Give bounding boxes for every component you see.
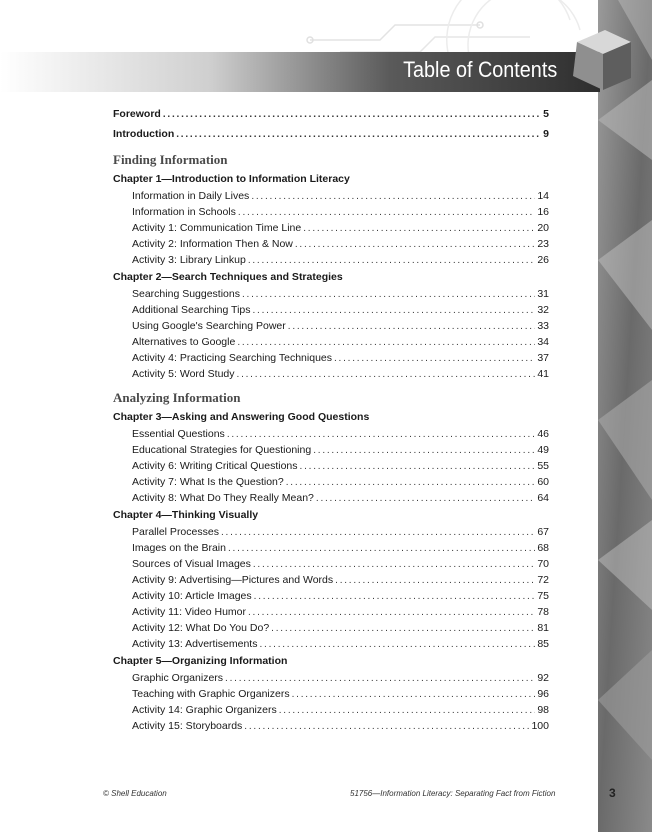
footer-publisher: © Shell Education (103, 789, 167, 798)
dot-leader (228, 541, 535, 557)
dot-leader (303, 221, 535, 237)
toc-entry[interactable]: Activity 5: Word Study . . . 41 (113, 366, 549, 382)
dot-leader (286, 475, 536, 491)
toc-entry[interactable]: Using Google's Searching Power . . . 33 (113, 318, 549, 334)
dot-leader (163, 105, 541, 125)
dot-leader (271, 621, 535, 637)
dot-leader (313, 443, 535, 459)
toc-entry-foreword[interactable]: Foreword . . . 5 (113, 104, 549, 124)
toc-entry[interactable]: Activity 15: Storyboards . . . 100 (113, 718, 549, 734)
toc-entry[interactable]: Educational Strategies for Questioning . . . 49 (113, 442, 549, 458)
toc-entry[interactable]: Searching Suggestions . . . 31 (113, 286, 549, 302)
toc-entry[interactable]: Activity 1: Communication Time Line . . . 20 (113, 220, 549, 236)
toc-entry[interactable]: Information in Schools . . . 16 (113, 204, 549, 220)
dot-leader (248, 605, 535, 621)
table-of-contents (113, 104, 549, 734)
dot-leader (292, 687, 536, 703)
dot-leader (288, 319, 536, 335)
toc-entry[interactable]: Activity 12: What Do You Do? . . . 81 (113, 620, 549, 636)
toc-entry[interactable]: Parallel Processes . . . 67 (113, 524, 549, 540)
chapter-heading: Chapter 4—Thinking Visually (113, 509, 259, 521)
toc-entry[interactable]: Activity 6: Writing Critical Questions . . . 55 (113, 458, 549, 474)
toc-entry[interactable]: Essential Questions . . . 46 (113, 426, 549, 442)
dot-leader (253, 557, 535, 573)
dot-leader (176, 125, 541, 145)
dot-leader (335, 573, 535, 589)
toc-entry[interactable]: Activity 4: Practicing Searching Techniques . . . 37 (113, 350, 549, 366)
dot-leader (227, 427, 536, 443)
cube-icon (565, 28, 635, 94)
dot-leader (334, 351, 535, 367)
dot-leader (237, 367, 536, 383)
dot-leader (225, 671, 535, 687)
chapter-heading: Chapter 5—Organizing Information (113, 655, 288, 667)
toc-entry[interactable]: Teaching with Graphic Organizers . . . 96 (113, 686, 549, 702)
page-title: Table of Contents (402, 57, 557, 82)
dot-leader (254, 589, 536, 605)
chapter-heading: Chapter 1—Introduction to Information Literacy (113, 173, 350, 185)
toc-entry[interactable]: Activity 10: Article Images . . . 75 (113, 588, 549, 604)
toc-entry[interactable]: Activity 13: Advertisements . . . 85 (113, 636, 549, 652)
dot-leader (300, 459, 536, 475)
toc-entry[interactable]: Activity 3: Library Linkup . . . 26 (113, 252, 549, 268)
toc-entry[interactable]: Activity 11: Video Humor . . . 78 (113, 604, 549, 620)
dot-leader (248, 253, 536, 269)
toc-entry[interactable]: Activity 9: Advertising—Pictures and Words . . . 72 (113, 572, 549, 588)
toc-entry[interactable]: Additional Searching Tips . . . 32 (113, 302, 549, 318)
dot-leader (221, 525, 535, 541)
section-heading: Analyzing Information (113, 390, 241, 405)
dot-leader (251, 189, 535, 205)
dot-leader (316, 491, 535, 507)
section-heading: Finding Information (113, 152, 228, 167)
dot-leader (244, 719, 529, 735)
circuit-decoration (300, 0, 600, 60)
toc-entry[interactable]: Activity 7: What Is the Question? . . . 60 (113, 474, 549, 490)
toc-entry[interactable]: Graphic Organizers . . . 92 (113, 670, 549, 686)
toc-entry[interactable]: Images on the Brain . . . 68 (113, 540, 549, 556)
toc-entry[interactable]: Activity 8: What Do They Really Mean? . . . 64 (113, 490, 549, 506)
dot-leader (242, 287, 535, 303)
side-strip-decoration (598, 0, 652, 832)
dot-leader (279, 703, 536, 719)
dot-leader (238, 205, 535, 221)
toc-entry[interactable]: Sources of Visual Images . . . 70 (113, 556, 549, 572)
toc-entry-introduction[interactable]: Introduction . . . 9 (113, 124, 549, 144)
toc-entry[interactable]: Alternatives to Google . . . 34 (113, 334, 549, 350)
dot-leader (237, 335, 535, 351)
dot-leader (295, 237, 535, 253)
chapter-heading: Chapter 3—Asking and Answering Good Questions (113, 411, 370, 423)
dot-leader (259, 637, 535, 653)
toc-entry[interactable]: Activity 2: Information Then & Now . . . 23 (113, 236, 549, 252)
toc-entry[interactable]: Information in Daily Lives . . . 14 (113, 188, 549, 204)
chapter-heading: Chapter 2—Search Techniques and Strategies (113, 271, 343, 283)
dot-leader (253, 303, 536, 319)
toc-entry[interactable]: Activity 14: Graphic Organizers . . . 98 (113, 702, 549, 718)
page-number: 3 (609, 786, 616, 800)
footer-book-title: 51756—Information Literacy: Separating Fact from Fiction (350, 789, 556, 798)
